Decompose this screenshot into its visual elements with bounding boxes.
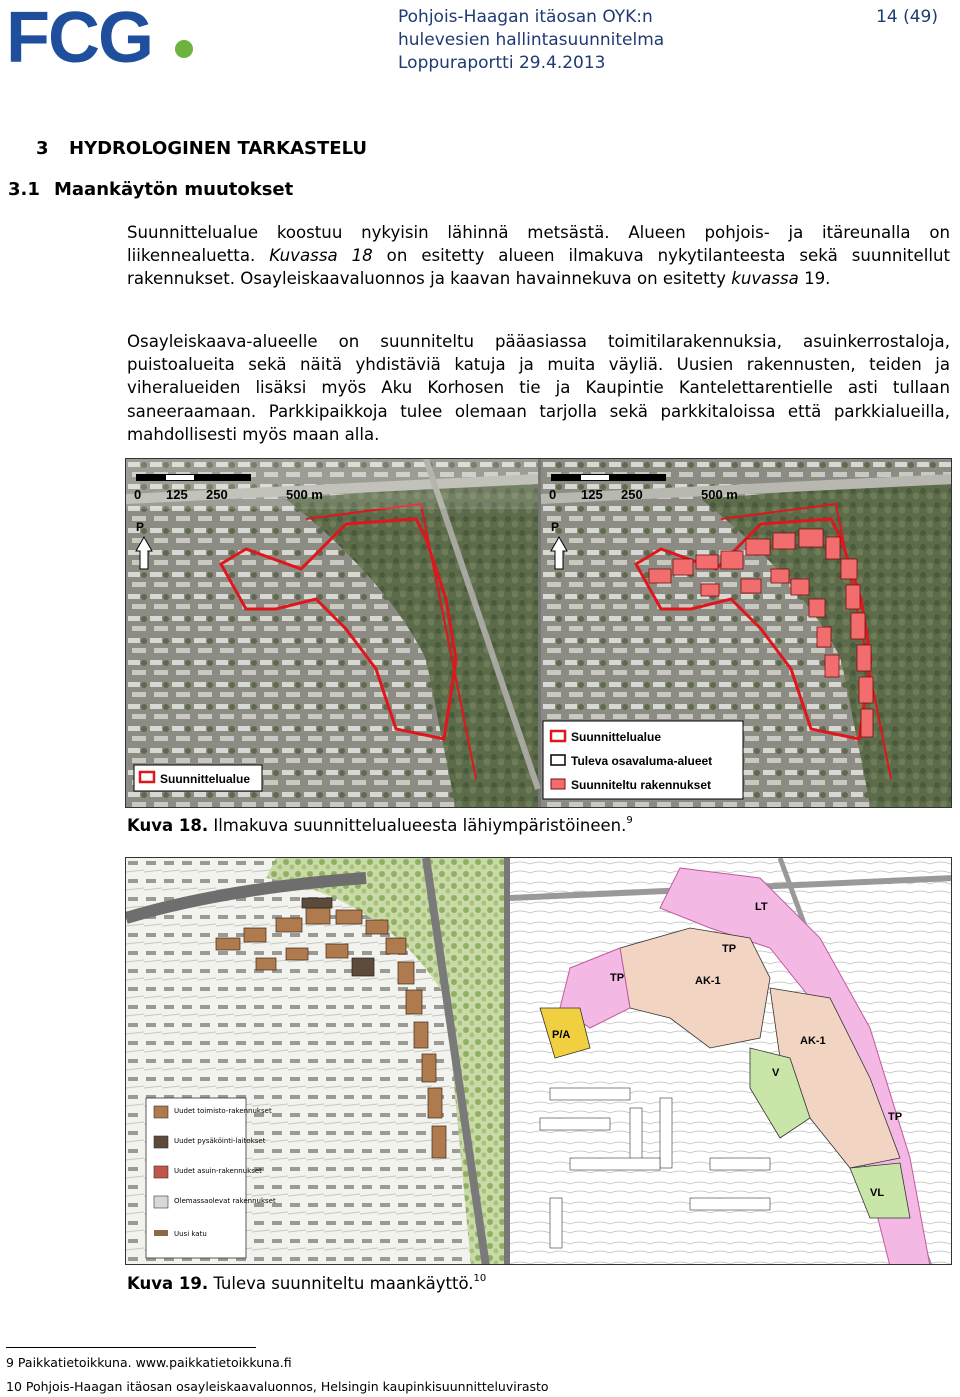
figure-18-aerial-photos — [125, 458, 952, 808]
scale-125-right: 125 — [581, 487, 603, 502]
zone-ak1-2: AK-1 — [800, 1035, 826, 1047]
logo-dot — [175, 40, 193, 58]
paragraph-2: Osayleiskaava-alueelle on suunniteltu pääasiassa toimitilarakennuksia, asuinkerrostaloja, puistoalueita sekä näitä yhdistäviä katuja ja muita väyliä. Uusien rakennusten, teiden ja viheralueiden lisäksi myös Aku Korhosen tie ja Kaupintie Kantelettarentielle asti tullaan saneeraamaan. Parkkipaikkoja tulee olemaan tarjolla sekä parkkitaloissa että parkkialueilla, mahdollisesti myös maan alla. — [127, 332, 950, 444]
fcg-logo — [6, 2, 206, 72]
scale-0-right: 0 — [549, 487, 557, 502]
footnote-10: 10 Pohjois-Haagan itäosan osayleiskaavaluonnos, Helsingin kaupinkisuunnitteluvirasto — [6, 1379, 549, 1394]
zone-tp-3: TP — [888, 1111, 903, 1123]
paragraph-1-text-a: Suunnittelualue koostuu nykyisin lähinnä metsästä. Alueen pohjois- ja itäreunalla on liikennealuetta. — [127, 223, 950, 266]
zone-pa: P/A — [552, 1029, 571, 1041]
paragraph-1-text-b: on esitetty alueen ilmakuva nykytilanteesta sekä suunnitellut rakennukset. Osayleiskaavaluonnos ja kaavan havainnekuva on esitetty — [127, 246, 950, 289]
zone-tp-2: TP — [610, 972, 625, 984]
subsection-title: Maankäytön muutokset — [54, 179, 294, 200]
subsection-heading — [8, 179, 293, 200]
page-number: 14 (49) — [876, 7, 938, 27]
section-heading — [36, 138, 367, 159]
scale-0: 0 — [134, 487, 142, 502]
legend-pysakointi: Uudet pysäköinti-laitokset — [174, 1137, 266, 1145]
figure-18-caption — [127, 815, 633, 835]
paragraph-1-text-c: 19. — [798, 269, 831, 289]
document-header — [398, 6, 938, 75]
zone-tp-1: TP — [722, 943, 737, 955]
scale-250: 250 — [206, 487, 228, 502]
scale-250-right: 250 — [621, 487, 643, 502]
legend-suunnittelualue: Suunnittelualue — [571, 730, 661, 744]
header-title-3: Loppuraportti 29.4.2013 — [398, 53, 606, 73]
zone-ak1-1: AK-1 — [695, 975, 721, 987]
figure-18-reference: Kuvassa 18 — [269, 246, 373, 266]
section-number: 3 — [36, 138, 49, 159]
section-title: HYDROLOGINEN TARKASTELU — [69, 138, 368, 159]
scale-500-right: 500 m — [701, 487, 738, 502]
figure-19-land-use-plans — [125, 857, 952, 1265]
legend-osavaluma: Tuleva osavaluma-alueet — [571, 754, 713, 768]
zone-vl: VL — [870, 1187, 885, 1199]
footnote-ref-10: 10 — [473, 1273, 487, 1284]
figure-18-label: Kuva 18. — [127, 816, 209, 835]
aerial-panel-right — [541, 459, 952, 808]
figure-19-caption — [127, 1273, 486, 1293]
footnote-ref-9: 9 — [626, 815, 633, 826]
legend-uusi-katu: Uusi katu — [174, 1230, 207, 1238]
legend-rakennukset: Suunniteltu rakennukset — [571, 778, 712, 792]
illustration-plan — [126, 858, 504, 1265]
scale-125: 125 — [166, 487, 188, 502]
paragraph-1 — [127, 221, 950, 291]
zoning-plan — [510, 858, 952, 1265]
figure-18-caption-text: Ilmakuva suunnittelualueesta lähiympäristöineen. — [208, 816, 627, 835]
legend-asuin: Uudet asuin-rakennukset — [174, 1167, 262, 1175]
figure-19-caption-text: Tuleva suunniteltu maankäyttö. — [208, 1274, 474, 1293]
zone-v: V — [772, 1067, 780, 1079]
svg-text:P: P — [136, 520, 145, 534]
figure-19-label: Kuva 19. — [127, 1274, 209, 1293]
footnote-9: 9 Paikkatietoikkuna. www.paikkatietoikkuna.fi — [6, 1355, 292, 1370]
legend-toimisto: Uudet toimisto-rakennukset — [174, 1107, 272, 1115]
svg-text:P: P — [551, 520, 560, 534]
legend-olemassaolevat: Olemassaolevat rakennukset — [174, 1197, 276, 1205]
legend-right — [543, 721, 743, 799]
header-title-2: hulevesien hallintasuunnitelma — [398, 30, 665, 50]
aerial-panel-left — [126, 459, 538, 808]
legend-left — [134, 765, 262, 791]
footnote-rule — [6, 1347, 256, 1348]
scale-500: 500 m — [286, 487, 323, 502]
logo-text: FCG — [6, 2, 152, 72]
legend-suunnittelualue-left: Suunnittelualue — [160, 772, 250, 786]
header-title-1: Pohjois-Haagan itäosan OYK:n — [398, 7, 653, 27]
subsection-number: 3.1 — [8, 179, 40, 200]
figure-19-reference: kuvassa — [731, 269, 799, 289]
zone-lt: LT — [755, 901, 768, 913]
